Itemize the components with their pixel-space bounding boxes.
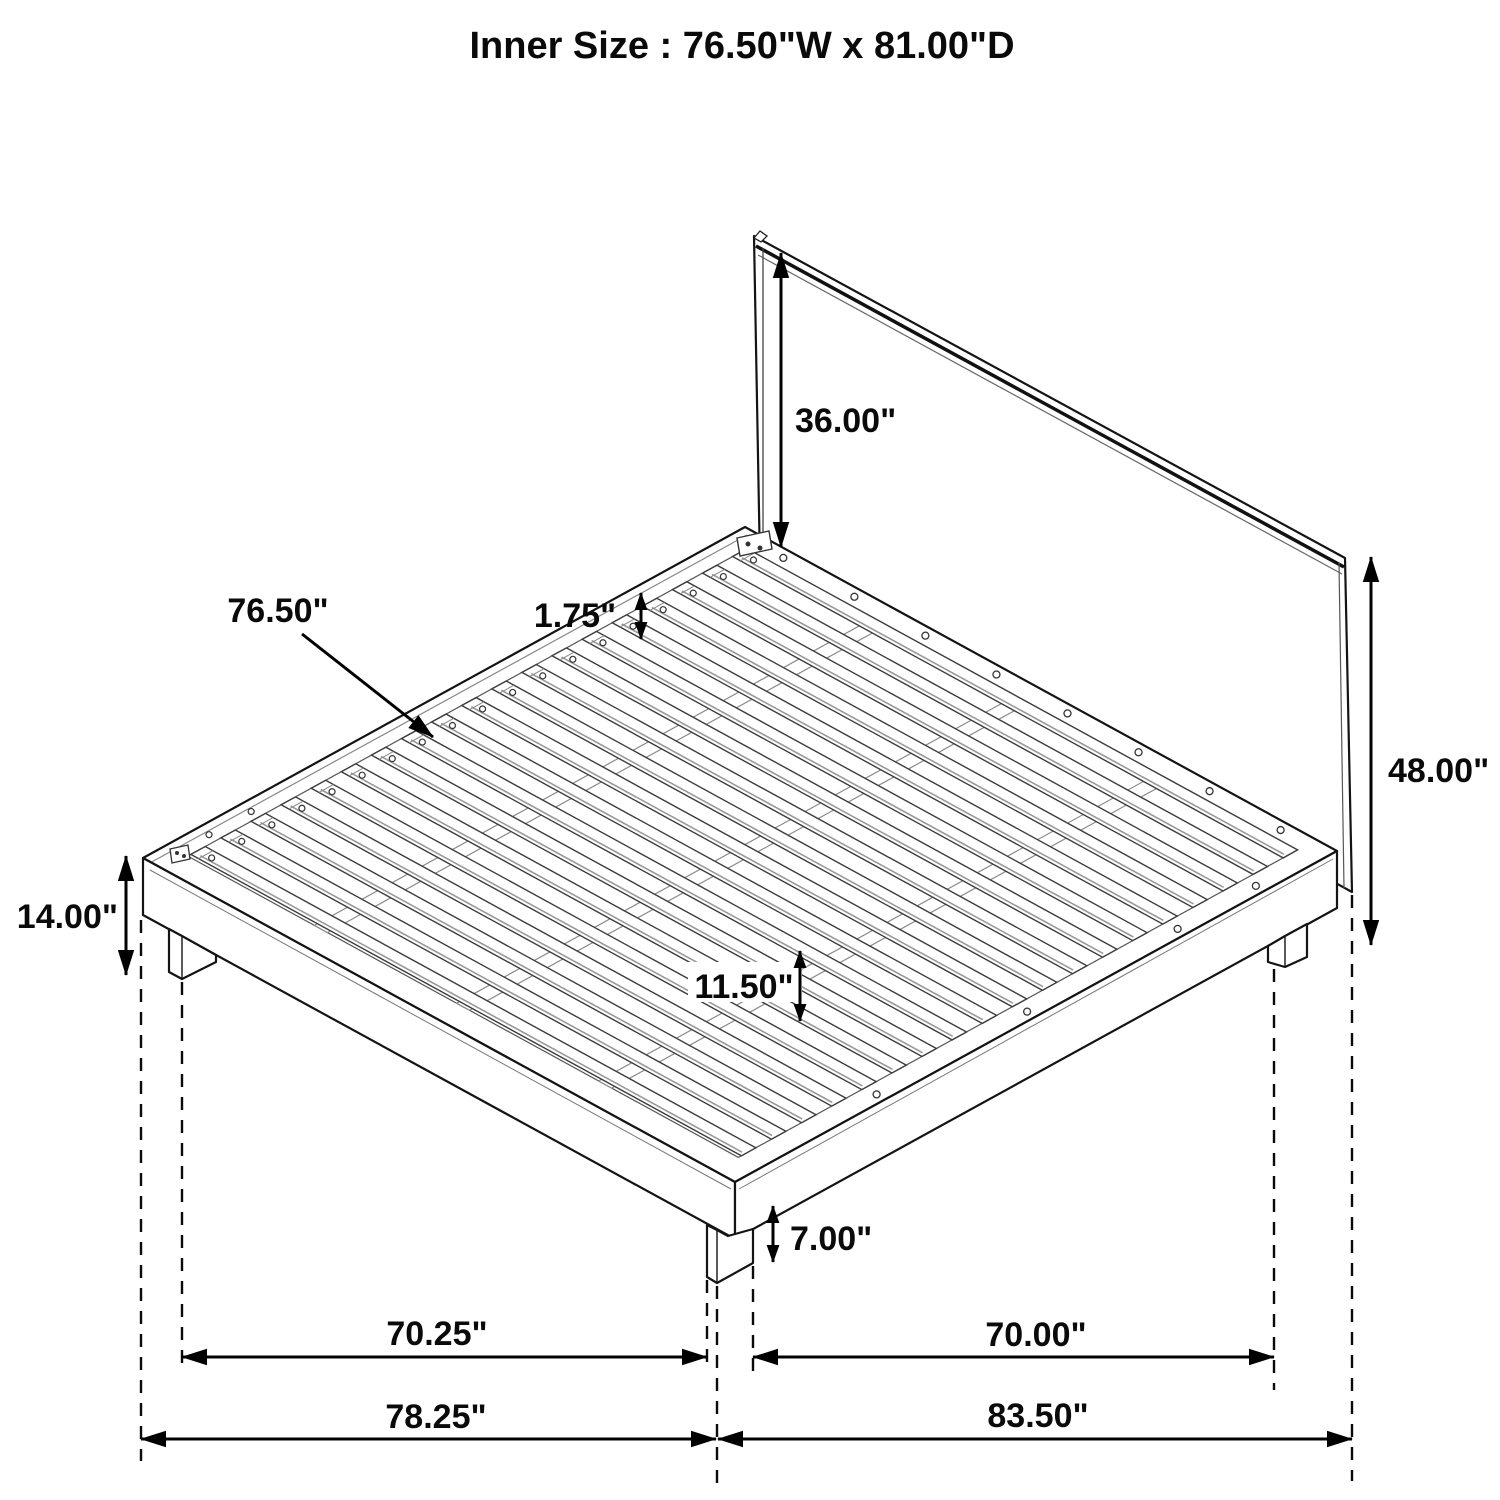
- rail-screw: [993, 671, 1000, 678]
- bracket-screw: [175, 851, 179, 855]
- dim-label-frame-height: 14.00": [16, 898, 118, 936]
- rail-screw: [206, 832, 212, 838]
- rail-screw: [922, 632, 929, 639]
- rail-screw: [1174, 925, 1181, 932]
- slat-end-screw: [389, 756, 395, 762]
- rail-screw: [873, 1091, 880, 1098]
- rail-screw: [1135, 749, 1142, 756]
- slat-end-screw: [570, 656, 576, 662]
- slat-end-screw: [750, 557, 756, 563]
- bracket-screw: [182, 854, 186, 858]
- slat-end-screw: [419, 739, 425, 745]
- dim-label-leg-height: 7.00": [790, 1220, 873, 1258]
- slat-end-screw: [600, 640, 606, 646]
- rail-screw: [248, 809, 254, 815]
- dim-leader-slat-width: [302, 634, 433, 737]
- slat-end-screw: [269, 822, 275, 828]
- rail-screw: [1064, 710, 1071, 717]
- rail-screw: [1206, 788, 1213, 795]
- slat-end-screw: [209, 855, 215, 861]
- slat-end-screw: [239, 838, 245, 844]
- rail-screw: [1277, 827, 1284, 834]
- slat-end-screw: [449, 723, 455, 729]
- dim-label-slat-thickness: 1.75": [533, 597, 617, 635]
- slat-end-screw: [690, 590, 696, 596]
- dim-label-overall-depth: 83.50": [987, 1397, 1089, 1435]
- dim-label-slat-width: 76.50": [227, 592, 329, 630]
- corner-bracket-left: [170, 845, 190, 863]
- dim-label-leg-span-width: 70.25": [386, 1315, 488, 1353]
- rail-screw: [1252, 882, 1259, 889]
- bracket-screw: [746, 542, 751, 547]
- rail-screw: [851, 593, 858, 600]
- dim-label-headboard-above-frame: 36.00": [795, 402, 897, 440]
- rail-screw: [1024, 1008, 1031, 1015]
- dim-label-overall-width: 78.25": [385, 1398, 487, 1436]
- rail-screw: [780, 554, 787, 561]
- slat-end-screw: [540, 673, 546, 679]
- slat-end-screw: [630, 623, 636, 629]
- dim-label-leg-span-depth: 70.00": [985, 1316, 1087, 1354]
- slat-end-screw: [660, 607, 666, 613]
- slat-end-screw: [720, 574, 726, 580]
- slat-end-screw: [299, 805, 305, 811]
- slat-end-screw: [510, 689, 516, 695]
- page-title: Inner Size : 76.50"W x 81.00"D: [469, 25, 1015, 67]
- dim-label-support-spacing: 11.50": [694, 968, 794, 1006]
- slat-end-screw: [480, 706, 486, 712]
- slat-end-screw: [329, 789, 335, 795]
- dim-label-headboard-height: 48.00": [1388, 752, 1490, 790]
- slat-end-screw: [359, 772, 365, 778]
- bracket-screw: [758, 546, 763, 551]
